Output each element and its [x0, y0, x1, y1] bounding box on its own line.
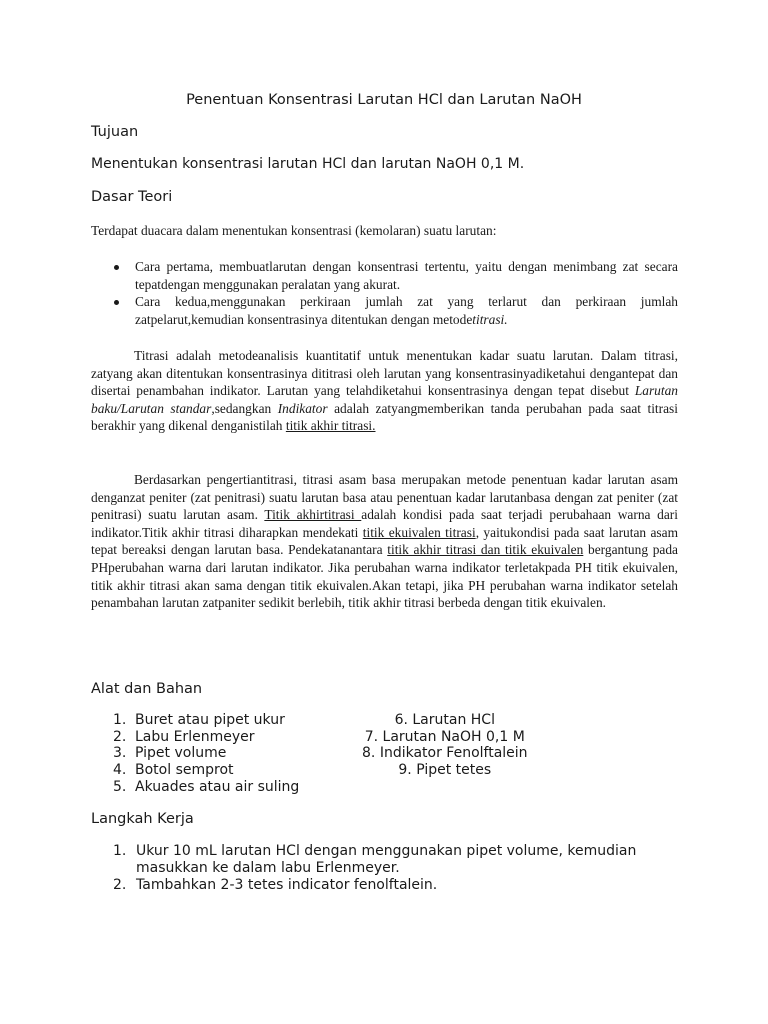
list-label: Ukur 10 mL larutan HCl dengan menggunakan pipet volume, kemudian masukkan ke dalam labu Erlenmeyer.: [136, 843, 637, 876]
text-run: , yaitukondisi pada saat larutan asam tepat bereaksi dengan larutan basa. Pendekatanantara: [91, 524, 678, 558]
list-number: 7.: [364, 728, 379, 745]
paragraph-titrasi: [91, 347, 678, 435]
list-label: Labu Erlenmeyer: [135, 728, 255, 745]
list-label: Tambahkan 2-3 tetes indicator fenolftalein.: [136, 877, 438, 893]
list-item: [113, 729, 299, 746]
bullet-icon: [114, 300, 119, 305]
heading-alat-bahan: Alat dan Bahan: [91, 681, 203, 697]
document-title: Penentuan Konsentrasi Larutan HCl dan Larutan NaOH: [186, 92, 582, 108]
text-run: Titrasi adalah metodeanalisis kuantitatif untuk menentukan kadar suatu larutan. Dalam titrasi, zatyang akan ditentukan konsentrasinya dititrasi oleh larutan yang konsentrasinyadiketahui dengantepat dan disertai penambahan indikator. Larutan yang telahdiketahui konsentrasinya dengan tepat disebut: [91, 348, 678, 399]
list-item: [113, 877, 653, 894]
list-number: 4.: [113, 762, 127, 779]
alat-list-left: [113, 712, 299, 796]
langkah-list: [113, 843, 653, 894]
heading-dasar-teori: Dasar Teori: [91, 189, 173, 205]
text-run: ,sedangkan: [211, 400, 278, 416]
list-number: 3.: [113, 745, 127, 762]
list-label: Buret atau pipet ukur: [135, 712, 285, 728]
list-item: [113, 745, 299, 762]
bullet-text: Cara pertama, membuatlarutan dengan konsentrasi tertentu, yaitu dengan menimbang zat secara tepatdengan menggunakan peralatan yang akurat.: [135, 259, 678, 292]
text-run: adalah kondisi pada saat terjadi perubahaan warna dari indikator.Titik akhir titrasi diharapkan mendekati: [91, 507, 678, 540]
list-item: [113, 779, 299, 796]
term-titik-akhir: titik akhir titrasi.: [285, 418, 376, 434]
list-item: [112, 293, 678, 328]
list-number: 1.: [113, 712, 127, 728]
list-label: Indikator Fenolftalein: [379, 745, 528, 762]
text-run: adalah zatyangmemberikan tanda perubahan pada saat titrasi berakhir yang dikenal denganistilah: [91, 400, 678, 434]
bullet-icon: [114, 265, 119, 270]
list-item: [113, 712, 299, 729]
paragraph-asam-basa: [91, 471, 678, 612]
term-indikator: Indikator: [277, 400, 328, 416]
text-run: Berdasarkan pengertiantitrasi, titrasi asam basa merupakan metode penentuan kadar larutan asam denganzat peniter (zat penitrasi) suatu larutan basa atau penentuan kadar larutanbasa dengan zat peniter (zat penitrasi) suatu larutan asam.: [91, 472, 678, 523]
heading-tujuan: Tujuan: [91, 124, 139, 140]
bullet-text: Cara kedua,menggunakan perkiraan jumlah zat yang terlarut dan perkiraan jumlah zatpelarut,kemudian konsentrasinya ditentukan dengan metode: [135, 294, 678, 327]
dasar-teori-intro: Terdapat duacara dalam menentukan konsentrasi (kemolaran) suatu larutan:: [91, 223, 497, 238]
list-item: [113, 843, 653, 877]
list-item: [362, 745, 528, 762]
list-number: 8.: [362, 745, 376, 762]
term-larutan-baku: Larutan baku/Larutan standar: [91, 383, 678, 416]
list-number: 9.: [398, 762, 412, 779]
list-number: 5.: [113, 778, 127, 795]
list-item: [362, 762, 528, 779]
list-item: [112, 258, 678, 293]
dasar-teori-bullets: [112, 258, 678, 328]
list-label: Pipet volume: [135, 745, 227, 762]
alat-list-right: [362, 712, 528, 779]
list-number: 2.: [113, 877, 127, 893]
list-item: [362, 729, 528, 746]
list-number: 2.: [113, 728, 127, 745]
tujuan-text: Menentukan konsentrasi larutan HCl dan larutan NaOH 0,1 M.: [91, 156, 525, 172]
list-item: [113, 762, 299, 779]
list-number: 1.: [113, 843, 127, 859]
text-run: bergantung pada PHperubahan warna dari larutan indikator. Jika perubahan warna indikator terletakpada PH titik ekuivalen, titik akhir titrasi akan sama dengan titik ekuivalen.Akan tetapi, jika PH perubahan warna indikator setelah penambahan larutan zatpaniter sedikit berlebih, titik akhir titrasi berbeda dengan titik ekuivalen.: [91, 542, 678, 611]
heading-langkah-kerja: Langkah Kerja: [91, 811, 194, 827]
list-label: Botol semprot: [135, 762, 234, 779]
term-pendekatan: titik akhir titrasi dan titik ekuivalen: [387, 542, 584, 558]
list-label: Larutan HCl: [412, 712, 495, 728]
list-label: Pipet tetes: [416, 762, 492, 779]
list-label: Larutan NaOH 0,1 M: [382, 728, 525, 745]
list-label: Akuades atau air suling: [135, 778, 300, 795]
list-item: [362, 712, 528, 729]
term-titik-akhir-titrasi: Titik akhirtitrasi: [264, 507, 362, 523]
term-titik-ekuivalen: titik ekuivalen titrasi: [362, 524, 476, 540]
bullet-emphasis: titrasi.: [472, 311, 508, 327]
list-number: 6.: [394, 712, 408, 728]
